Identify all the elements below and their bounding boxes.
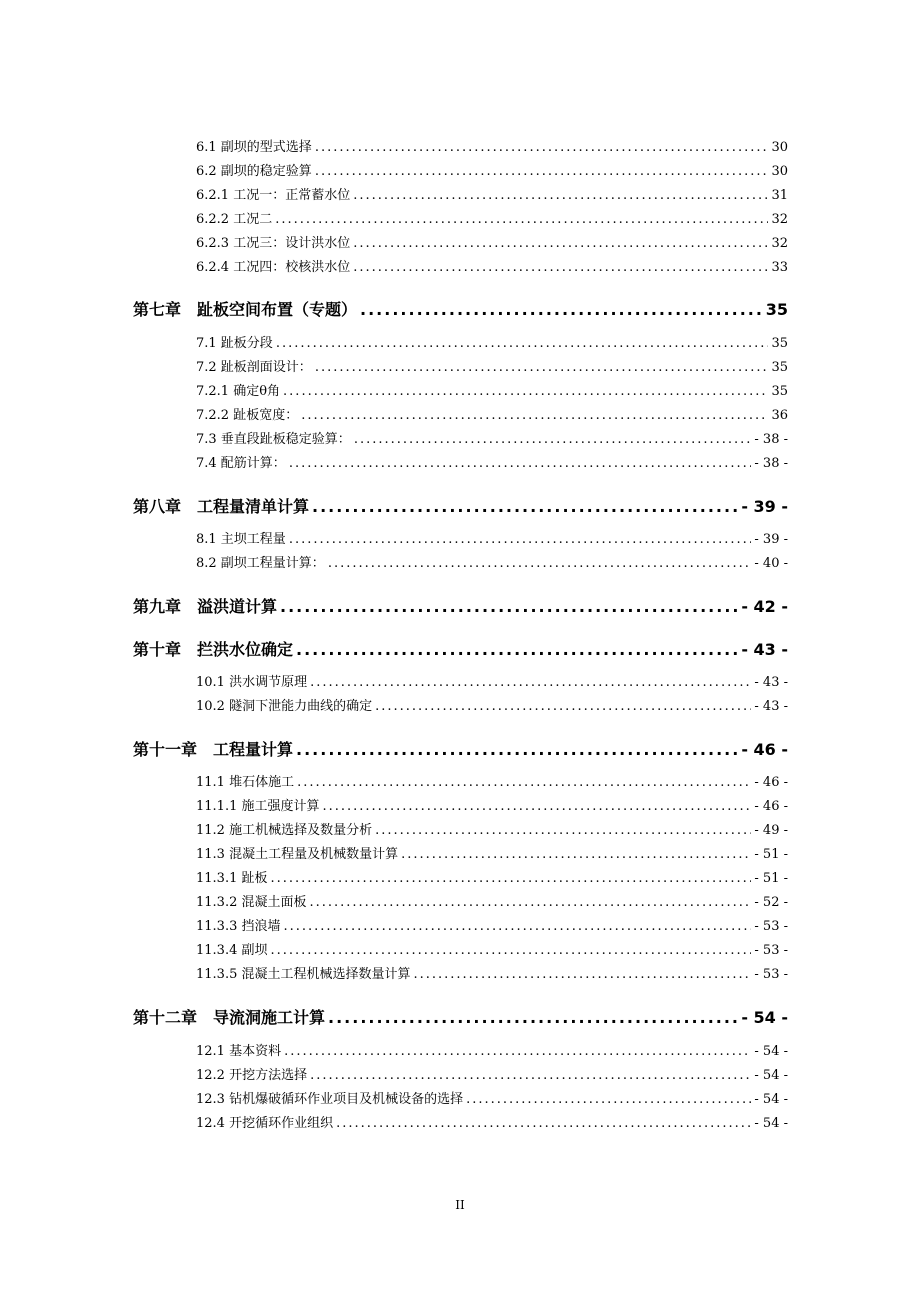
toc-entry-11-2[interactable] <box>196 819 788 838</box>
toc-chapter-8[interactable] <box>133 494 788 517</box>
toc-entry-8-1[interactable] <box>196 528 788 547</box>
toc-entry-12-1[interactable] <box>196 1040 788 1059</box>
toc-entry-10-1[interactable] <box>196 671 788 690</box>
dot-leader <box>301 408 768 423</box>
toc-entry-page: - 43 - <box>754 699 788 714</box>
dot-leader <box>375 823 751 838</box>
toc-entry-label: 6.2.3 工况三：设计洪水位 <box>196 236 351 251</box>
toc-entry-label: 6.1 副坝的型式选择 <box>196 140 312 155</box>
toc-chapter-label: 第八章 工程量清单计算 <box>133 497 310 516</box>
toc-entry-page: - 53 - <box>754 919 788 934</box>
toc-entry-11-1[interactable] <box>196 771 788 790</box>
toc-entry-11-3-5[interactable] <box>196 963 788 982</box>
toc-chapter-label: 第九章 溢洪道计算 <box>133 597 278 616</box>
dot-leader <box>275 212 768 227</box>
toc-entry-label: 12.1 基本资料 <box>196 1044 282 1059</box>
toc-entry-page: 30 <box>771 140 788 155</box>
dot-leader <box>312 497 738 516</box>
toc-entry-label: 6.2.1 工况一：正常蓄水位 <box>196 188 351 203</box>
dot-leader <box>401 847 751 862</box>
toc-chapter-label: 第十二章 导流洞施工计算 <box>133 1008 326 1027</box>
toc-chapter-10[interactable] <box>133 637 788 660</box>
dot-leader <box>375 699 751 714</box>
toc-entry-label: 7.3 垂直段趾板稳定验算： <box>196 432 351 447</box>
dot-leader <box>283 919 751 934</box>
toc-entry-page: - 54 - <box>754 1044 788 1059</box>
dot-leader <box>466 1092 751 1107</box>
toc-entry-11-1-1[interactable] <box>196 795 788 814</box>
toc-entry-page: - 40 - <box>754 556 788 571</box>
dot-leader <box>353 260 768 275</box>
toc-entry-label: 11.3.3 挡浪墙 <box>196 919 281 934</box>
toc-entry-page: - 51 - <box>754 871 788 886</box>
toc-entry-6-2-3[interactable] <box>196 232 788 251</box>
dot-leader <box>270 943 751 958</box>
toc-entry-label: 7.1 趾板分段 <box>196 336 273 351</box>
toc-entry-8-2[interactable] <box>196 552 788 571</box>
dot-leader <box>284 1044 751 1059</box>
toc-entry-label: 8.1 主坝工程量 <box>196 532 286 547</box>
dot-leader <box>309 895 751 910</box>
toc-entry-label: 7.2.2 趾板宽度： <box>196 408 299 423</box>
dot-leader <box>315 140 769 155</box>
toc-entry-page: - 39 - <box>754 532 788 547</box>
toc-entry-page: - 46 - <box>754 799 788 814</box>
toc-entry-label: 12.4 开挖循环作业组织 <box>196 1116 334 1131</box>
toc-entry-page: - 53 - <box>754 967 788 982</box>
toc-chapter-label: 第七章 趾板空间布置（专题） <box>133 300 358 319</box>
toc-entry-label: 6.2.4 工况四：校核洪水位 <box>196 260 351 275</box>
dot-leader <box>328 1008 738 1027</box>
toc-chapter-7[interactable] <box>133 297 788 320</box>
toc-chapter-page: - 46 - <box>741 740 788 759</box>
toc-entry-label: 11.1 堆石体施工 <box>196 775 295 790</box>
toc-entry-page: - 43 - <box>754 675 788 690</box>
dot-leader <box>276 336 769 351</box>
toc-entry-11-3-4[interactable] <box>196 939 788 958</box>
dot-leader <box>289 532 752 547</box>
toc-entry-page: - 52 - <box>754 895 788 910</box>
toc-entry-page: - 38 - <box>754 456 788 471</box>
toc-entry-label: 12.2 开挖方法选择 <box>196 1068 308 1083</box>
toc-entry-7-2-2[interactable] <box>196 404 788 423</box>
dot-leader <box>336 1116 751 1131</box>
toc-entry-label: 11.3.1 趾板 <box>196 871 268 886</box>
toc-entry-12-3[interactable] <box>196 1088 788 1107</box>
toc-entry-page: - 46 - <box>754 775 788 790</box>
toc-entry-label: 11.2 施工机械选择及数量分析 <box>196 823 373 838</box>
dot-leader <box>310 1068 751 1083</box>
toc-chapter-page: - 43 - <box>741 640 788 659</box>
toc-entry-page: 35 <box>771 360 788 375</box>
dot-leader <box>328 556 752 571</box>
dot-leader <box>413 967 751 982</box>
toc-entry-page: - 54 - <box>754 1092 788 1107</box>
toc-entry-10-2[interactable] <box>196 695 788 714</box>
toc-entry-page: 30 <box>771 164 788 179</box>
toc-entry-6-1[interactable] <box>196 136 788 155</box>
toc-entry-label: 11.1.1 施工强度计算 <box>196 799 320 814</box>
toc-entry-page: 31 <box>771 188 788 203</box>
toc-chapter-9[interactable] <box>133 594 788 617</box>
toc-entry-page: - 54 - <box>754 1116 788 1131</box>
toc-entry-page: 36 <box>771 408 788 423</box>
toc-entry-11-3[interactable] <box>196 843 788 862</box>
toc-entry-page: 33 <box>771 260 788 275</box>
toc-entry-label: 11.3 混凝土工程量及机械数量计算 <box>196 847 399 862</box>
toc-entry-label: 7.4 配筋计算： <box>196 456 286 471</box>
toc-entry-label: 7.2.1 确定θ角 <box>196 384 281 399</box>
dot-leader <box>354 432 752 447</box>
toc-entry-label: 10.2 隧洞下泄能力曲线的确定 <box>196 699 373 714</box>
toc-entry-page: 35 <box>771 384 788 399</box>
toc-entry-label: 11.3.2 混凝土面板 <box>196 895 307 910</box>
toc-entry-7-3[interactable] <box>196 428 788 447</box>
toc-chapter-11[interactable] <box>133 737 788 760</box>
toc-entry-12-2[interactable] <box>196 1064 788 1083</box>
toc-entry-6-2[interactable] <box>196 160 788 179</box>
dot-leader <box>283 384 768 399</box>
toc-entry-label: 11.3.5 混凝土工程机械选择数量计算 <box>196 967 411 982</box>
dot-leader <box>296 640 738 659</box>
dot-leader <box>296 740 738 759</box>
toc-entry-label: 8.2 副坝工程量计算： <box>196 556 325 571</box>
toc-entry-7-2[interactable] <box>196 356 788 375</box>
toc-entry-7-4[interactable] <box>196 452 788 471</box>
dot-leader <box>322 799 751 814</box>
toc-entry-6-2-2[interactable] <box>196 208 788 227</box>
toc-entry-7-2-1[interactable] <box>196 380 788 399</box>
dot-leader <box>315 360 769 375</box>
toc-entry-page: - 53 - <box>754 943 788 958</box>
toc-entry-page: - 51 - <box>754 847 788 862</box>
toc-entry-page: 32 <box>771 212 788 227</box>
toc-chapter-label: 第十一章 工程量计算 <box>133 740 294 759</box>
toc-chapter-page: - 54 - <box>741 1008 788 1027</box>
toc-entry-label: 10.1 洪水调节原理 <box>196 675 308 690</box>
toc-chapter-page: - 39 - <box>741 497 788 516</box>
toc-entry-page: - 49 - <box>754 823 788 838</box>
dot-leader <box>353 188 768 203</box>
toc-entry-page: - 54 - <box>754 1068 788 1083</box>
toc-entry-label: 12.3 钻机爆破循环作业项目及机械设备的选择 <box>196 1092 464 1107</box>
toc-entry-11-3-2[interactable] <box>196 891 788 910</box>
dot-leader <box>315 164 769 179</box>
dot-leader <box>353 236 768 251</box>
toc-entry-label: 6.2 副坝的稳定验算 <box>196 164 312 179</box>
toc-entry-11-3-3[interactable] <box>196 915 788 934</box>
dot-leader <box>297 775 751 790</box>
toc-chapter-page: - 42 - <box>741 597 788 616</box>
toc-entry-7-1[interactable] <box>196 332 788 351</box>
toc-entry-label: 11.3.4 副坝 <box>196 943 268 958</box>
toc-chapter-label: 第十章 拦洪水位确定 <box>133 640 294 659</box>
dot-leader <box>289 456 752 471</box>
dot-leader <box>310 675 751 690</box>
dot-leader <box>360 300 763 319</box>
toc-entry-6-2-1[interactable] <box>196 184 788 203</box>
toc-entry-page: - 38 - <box>754 432 788 447</box>
dot-leader <box>280 597 738 616</box>
toc-entry-12-4[interactable] <box>196 1112 788 1131</box>
toc-entry-6-2-4[interactable] <box>196 256 788 275</box>
toc-entry-11-3-1[interactable] <box>196 867 788 886</box>
toc-entry-label: 6.2.2 工况二 <box>196 212 273 227</box>
toc-entry-label: 7.2 趾板剖面设计： <box>196 360 312 375</box>
toc-chapter-12[interactable] <box>133 1005 788 1028</box>
page-number: II <box>455 1198 465 1212</box>
dot-leader <box>270 871 751 886</box>
toc-chapter-page: 35 <box>765 300 788 319</box>
toc-entry-page: 35 <box>771 336 788 351</box>
toc-entry-page: 32 <box>771 236 788 251</box>
